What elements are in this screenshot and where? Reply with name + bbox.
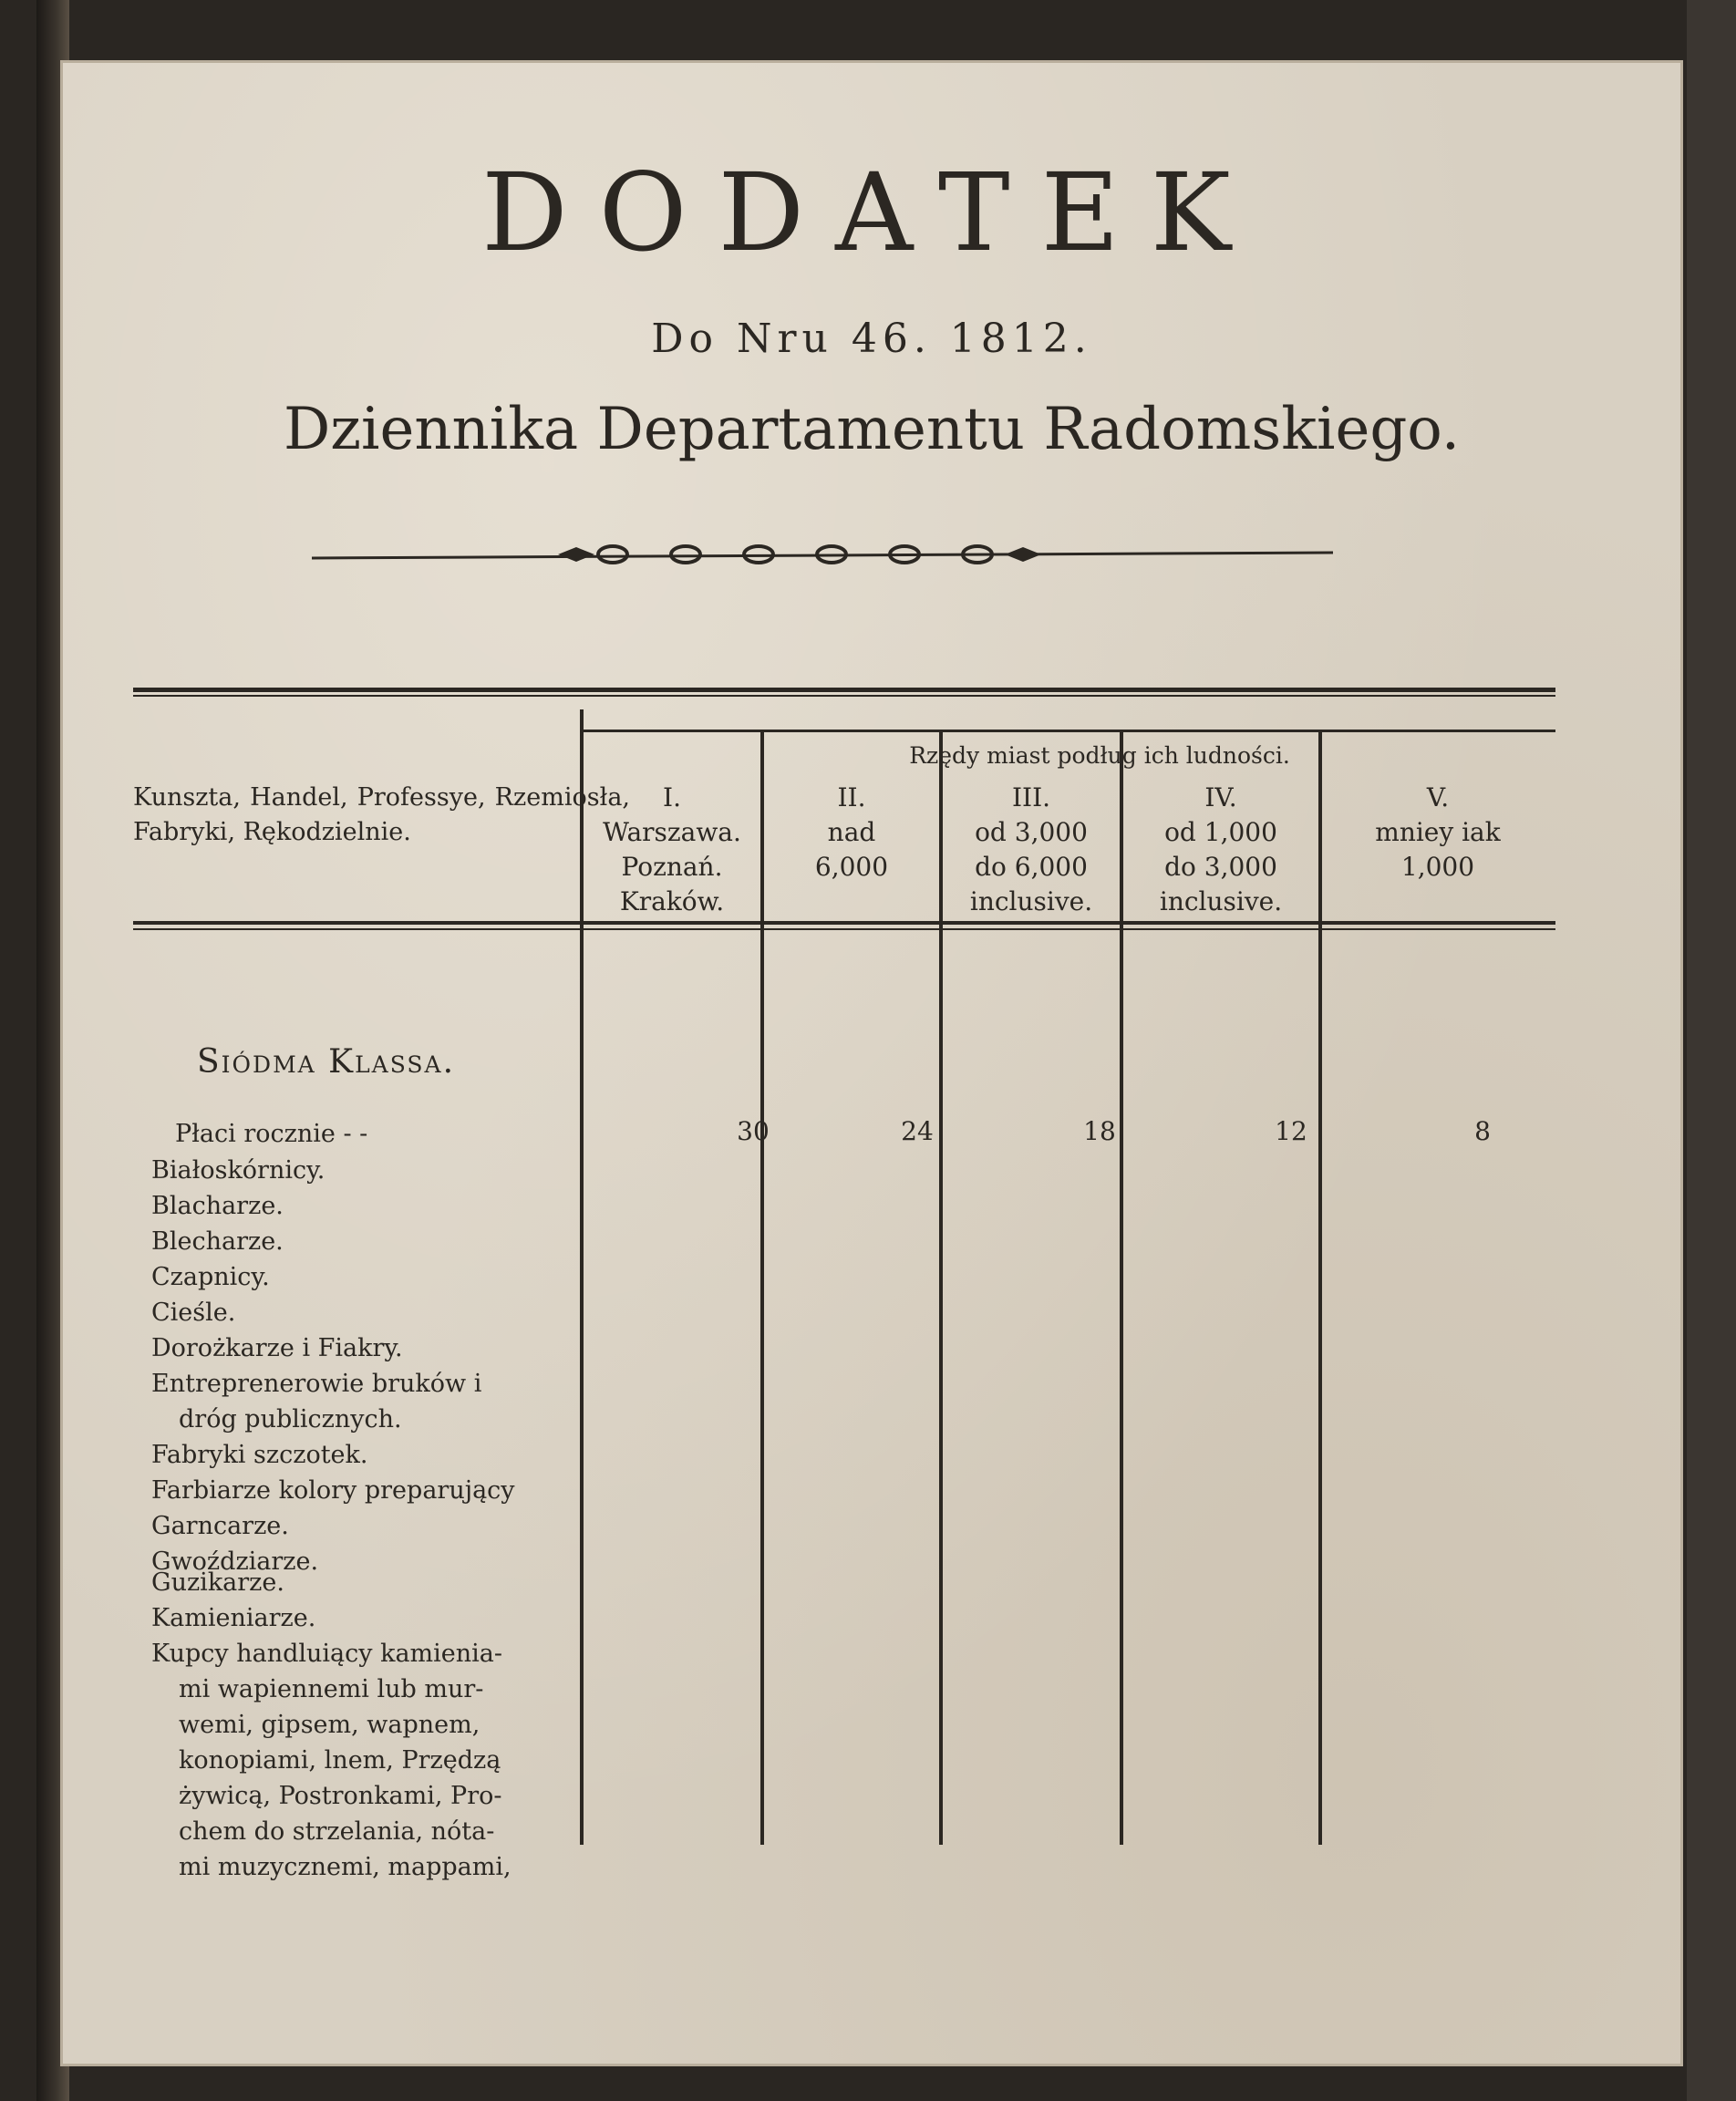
list-item: chem do strzelania, nóta- xyxy=(179,1817,495,1846)
pay-value-3: 18 xyxy=(1083,1116,1116,1146)
column-divider xyxy=(580,709,584,1845)
column-header-2: II. nad 6,000 xyxy=(814,782,889,882)
columns-subrule xyxy=(580,730,1555,732)
scan-background xyxy=(1687,0,1736,2101)
row-label-header: Kunszta, Handel, Professye, Rzemiosła, Fabryki, Rękodzielnie. xyxy=(133,783,630,846)
pay-value-4: 12 xyxy=(1275,1116,1307,1146)
table-top-rule-thin xyxy=(133,695,1555,697)
list-item: Garncarze. xyxy=(151,1512,289,1540)
column-header-4: IV. od 1,000 do 3,000 inclusive. xyxy=(1159,782,1283,916)
document-title: DODATEK xyxy=(481,150,1262,275)
issue-number: Do Nru 46. 1812. xyxy=(651,316,1092,362)
column-divider xyxy=(1318,730,1322,1845)
list-item: dróg publicznych. xyxy=(179,1405,402,1433)
list-item: Guzikarze. xyxy=(151,1568,284,1597)
section-title: Siódma Klassa. xyxy=(197,1043,456,1081)
pay-value-2: 24 xyxy=(901,1116,934,1146)
column-header-5: V. mniey iak 1,000 xyxy=(1375,782,1501,882)
list-item: żywicą, Postronkami, Pro- xyxy=(179,1782,502,1810)
list-item: konopiami, lnem, Przędzą xyxy=(179,1746,501,1775)
column-header-1: I. Warszawa. Poznań. Kraków. xyxy=(603,782,741,916)
list-item: Czapnicy. xyxy=(151,1263,270,1291)
list-item: mi wapiennemi lub mur- xyxy=(179,1675,484,1703)
header-bottom-rule-thin xyxy=(133,928,1555,930)
column-divider xyxy=(760,730,764,1845)
header-bottom-rule xyxy=(133,921,1555,925)
list-item: Blecharze. xyxy=(151,1227,284,1256)
list-item: Kupcy handluiący kamienia- xyxy=(151,1640,503,1668)
list-item: Farbiarze kolory preparujący xyxy=(151,1476,515,1505)
pay-label: Płaci rocznie - - xyxy=(175,1120,368,1148)
list-item: Białoskórnicy. xyxy=(151,1156,326,1185)
rows-caption: Rzędy miast podług ich ludności. xyxy=(909,742,1290,769)
table-top-rule xyxy=(133,688,1555,692)
list-item: Cieśle. xyxy=(151,1299,236,1327)
ornament-divider xyxy=(312,534,1333,571)
pay-value-5: 8 xyxy=(1474,1116,1491,1146)
list-item: Kamieniarze. xyxy=(151,1604,316,1632)
column-header-3: III. od 3,000 do 6,000 inclusive. xyxy=(969,782,1093,916)
journal-name: Dziennika Departamentu Radomskiego. xyxy=(283,396,1461,463)
list-item: Entreprenerowie bruków i xyxy=(151,1370,482,1398)
list-item: mi muzycznemi, mappami, xyxy=(179,1853,512,1881)
pay-value-1: 30 xyxy=(737,1116,770,1146)
document-page xyxy=(60,60,1683,2066)
column-divider xyxy=(1120,730,1123,1845)
column-divider xyxy=(939,730,943,1845)
list-item: Dorożkarze i Fiakry. xyxy=(151,1334,403,1362)
list-item: Blacharze. xyxy=(151,1192,284,1220)
list-item: Fabryki szczotek. xyxy=(151,1441,368,1469)
list-item: Gwoździarze. xyxy=(151,1547,319,1576)
list-item: wemi, gipsem, wapnem, xyxy=(179,1711,480,1739)
